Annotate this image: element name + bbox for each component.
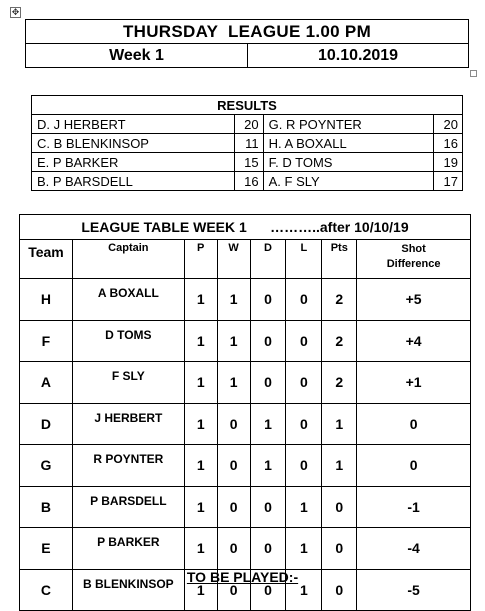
home-score: 15 — [234, 153, 263, 172]
col-shot-difference — [357, 240, 471, 279]
cell-captain: J HERBERT — [72, 403, 184, 445]
col-points: Pts — [322, 240, 357, 279]
cell-shot-difference: -1 — [357, 486, 471, 528]
week-label: Week 1 — [26, 44, 248, 68]
cell-captain: B BLENKINSOP — [72, 569, 184, 611]
result-row — [32, 153, 463, 172]
cell-drawn: 0 — [250, 320, 286, 362]
home-team: E. P BARKER — [32, 153, 235, 172]
home-team: D. J HERBERT — [32, 115, 235, 134]
cell-points: 2 — [322, 362, 357, 404]
column-header-row — [20, 240, 471, 279]
away-score: 16 — [434, 134, 463, 153]
cell-team: B — [20, 486, 73, 528]
home-score: 16 — [234, 172, 263, 191]
cell-team: D — [20, 403, 73, 445]
cell-captain: P BARKER — [72, 528, 184, 570]
cell-drawn: 1 — [250, 445, 286, 487]
col-played: P — [184, 240, 217, 279]
table-move-handle-icon[interactable]: ✥ — [11, 7, 20, 17]
home-team: C. B BLENKINSOP — [32, 134, 235, 153]
cell-won: 1 — [217, 279, 250, 321]
cell-team: E — [20, 528, 73, 570]
table-row — [20, 528, 471, 570]
cell-played: 1 — [184, 403, 217, 445]
cell-shot-difference: +4 — [357, 320, 471, 362]
cell-points: 0 — [322, 486, 357, 528]
col-captain: Captain — [72, 240, 184, 279]
col-lost: L — [286, 240, 322, 279]
home-score: 11 — [234, 134, 263, 153]
cell-won: 0 — [217, 403, 250, 445]
col-team: Team — [20, 240, 73, 279]
cell-played: 1 — [184, 320, 217, 362]
cell-drawn: 0 — [250, 486, 286, 528]
cell-points: 1 — [322, 403, 357, 445]
col-shot-line2: Difference — [386, 258, 441, 270]
cell-won: 0 — [217, 486, 250, 528]
cell-lost: 0 — [286, 279, 322, 321]
cell-won: 1 — [217, 362, 250, 404]
result-row — [32, 115, 463, 134]
cell-played: 1 — [184, 445, 217, 487]
table-resize-handle-icon[interactable] — [470, 70, 477, 77]
cell-played: 1 — [184, 569, 217, 611]
home-score: 20 — [234, 115, 263, 134]
cell-lost: 1 — [286, 528, 322, 570]
cell-won: 1 — [217, 320, 250, 362]
cell-drawn: 0 — [250, 279, 286, 321]
cell-drawn: 1 — [250, 403, 286, 445]
cell-team: H — [20, 279, 73, 321]
cell-points: 0 — [322, 569, 357, 611]
cell-lost: 0 — [286, 403, 322, 445]
league-title: THURSDAY LEAGUE 1.00 PM — [26, 20, 469, 44]
cell-captain: A BOXALL — [72, 279, 184, 321]
cell-points: 1 — [322, 445, 357, 487]
table-row — [20, 279, 471, 321]
table-row — [20, 403, 471, 445]
cell-points: 0 — [322, 528, 357, 570]
cell-lost: 0 — [286, 445, 322, 487]
table-row — [20, 320, 471, 362]
home-team: B. P BARSDELL — [32, 172, 235, 191]
to-be-played-heading: TO BE PLAYED:- — [186, 569, 299, 585]
cell-played: 1 — [184, 279, 217, 321]
cell-points: 2 — [322, 279, 357, 321]
cell-shot-difference: +5 — [357, 279, 471, 321]
cell-team: G — [20, 445, 73, 487]
table-row — [20, 445, 471, 487]
cell-lost: 0 — [286, 362, 322, 404]
away-team: A. F SLY — [263, 172, 433, 191]
away-score: 19 — [434, 153, 463, 172]
cell-won: 0 — [217, 445, 250, 487]
cell-team: F — [20, 320, 73, 362]
cell-captain: R POYNTER — [72, 445, 184, 487]
cell-played: 1 — [184, 362, 217, 404]
away-team: F. D TOMS — [263, 153, 433, 172]
table-row — [20, 486, 471, 528]
cell-played: 1 — [184, 528, 217, 570]
cell-points: 2 — [322, 320, 357, 362]
cell-shot-difference: 0 — [357, 403, 471, 445]
cell-won: 0 — [217, 528, 250, 570]
cell-captain: F SLY — [72, 362, 184, 404]
results-heading: RESULTS — [32, 96, 463, 115]
cell-team: C — [20, 569, 73, 611]
cell-drawn: 0 — [250, 528, 286, 570]
col-won: W — [217, 240, 250, 279]
result-row — [32, 172, 463, 191]
cell-team: A — [20, 362, 73, 404]
cell-shot-difference: -5 — [357, 569, 471, 611]
cell-played: 1 — [184, 486, 217, 528]
cell-captain: P BARSDELL — [72, 486, 184, 528]
col-shot-line1: Shot — [401, 243, 426, 255]
cell-lost: 1 — [286, 569, 322, 611]
away-team: G. R POYNTER — [263, 115, 433, 134]
away-team: H. A BOXALL — [263, 134, 433, 153]
cell-shot-difference: -4 — [357, 528, 471, 570]
away-score: 17 — [434, 172, 463, 191]
table-row — [20, 362, 471, 404]
league-table — [19, 214, 471, 611]
cell-won: 0 — [217, 569, 250, 611]
away-score: 20 — [434, 115, 463, 134]
results-table — [31, 95, 463, 191]
cell-lost: 1 — [286, 486, 322, 528]
cell-drawn: 0 — [250, 569, 286, 611]
result-row — [32, 134, 463, 153]
cell-shot-difference: +1 — [357, 362, 471, 404]
league-heading: LEAGUE TABLE WEEK 1 ………..after 10/10/19 — [20, 215, 471, 240]
cell-shot-difference: 0 — [357, 445, 471, 487]
header-table — [25, 19, 469, 68]
cell-captain: D TOMS — [72, 320, 184, 362]
cell-lost: 0 — [286, 320, 322, 362]
date-label: 10.10.2019 — [248, 44, 469, 68]
cell-drawn: 0 — [250, 362, 286, 404]
col-drawn: D — [250, 240, 286, 279]
